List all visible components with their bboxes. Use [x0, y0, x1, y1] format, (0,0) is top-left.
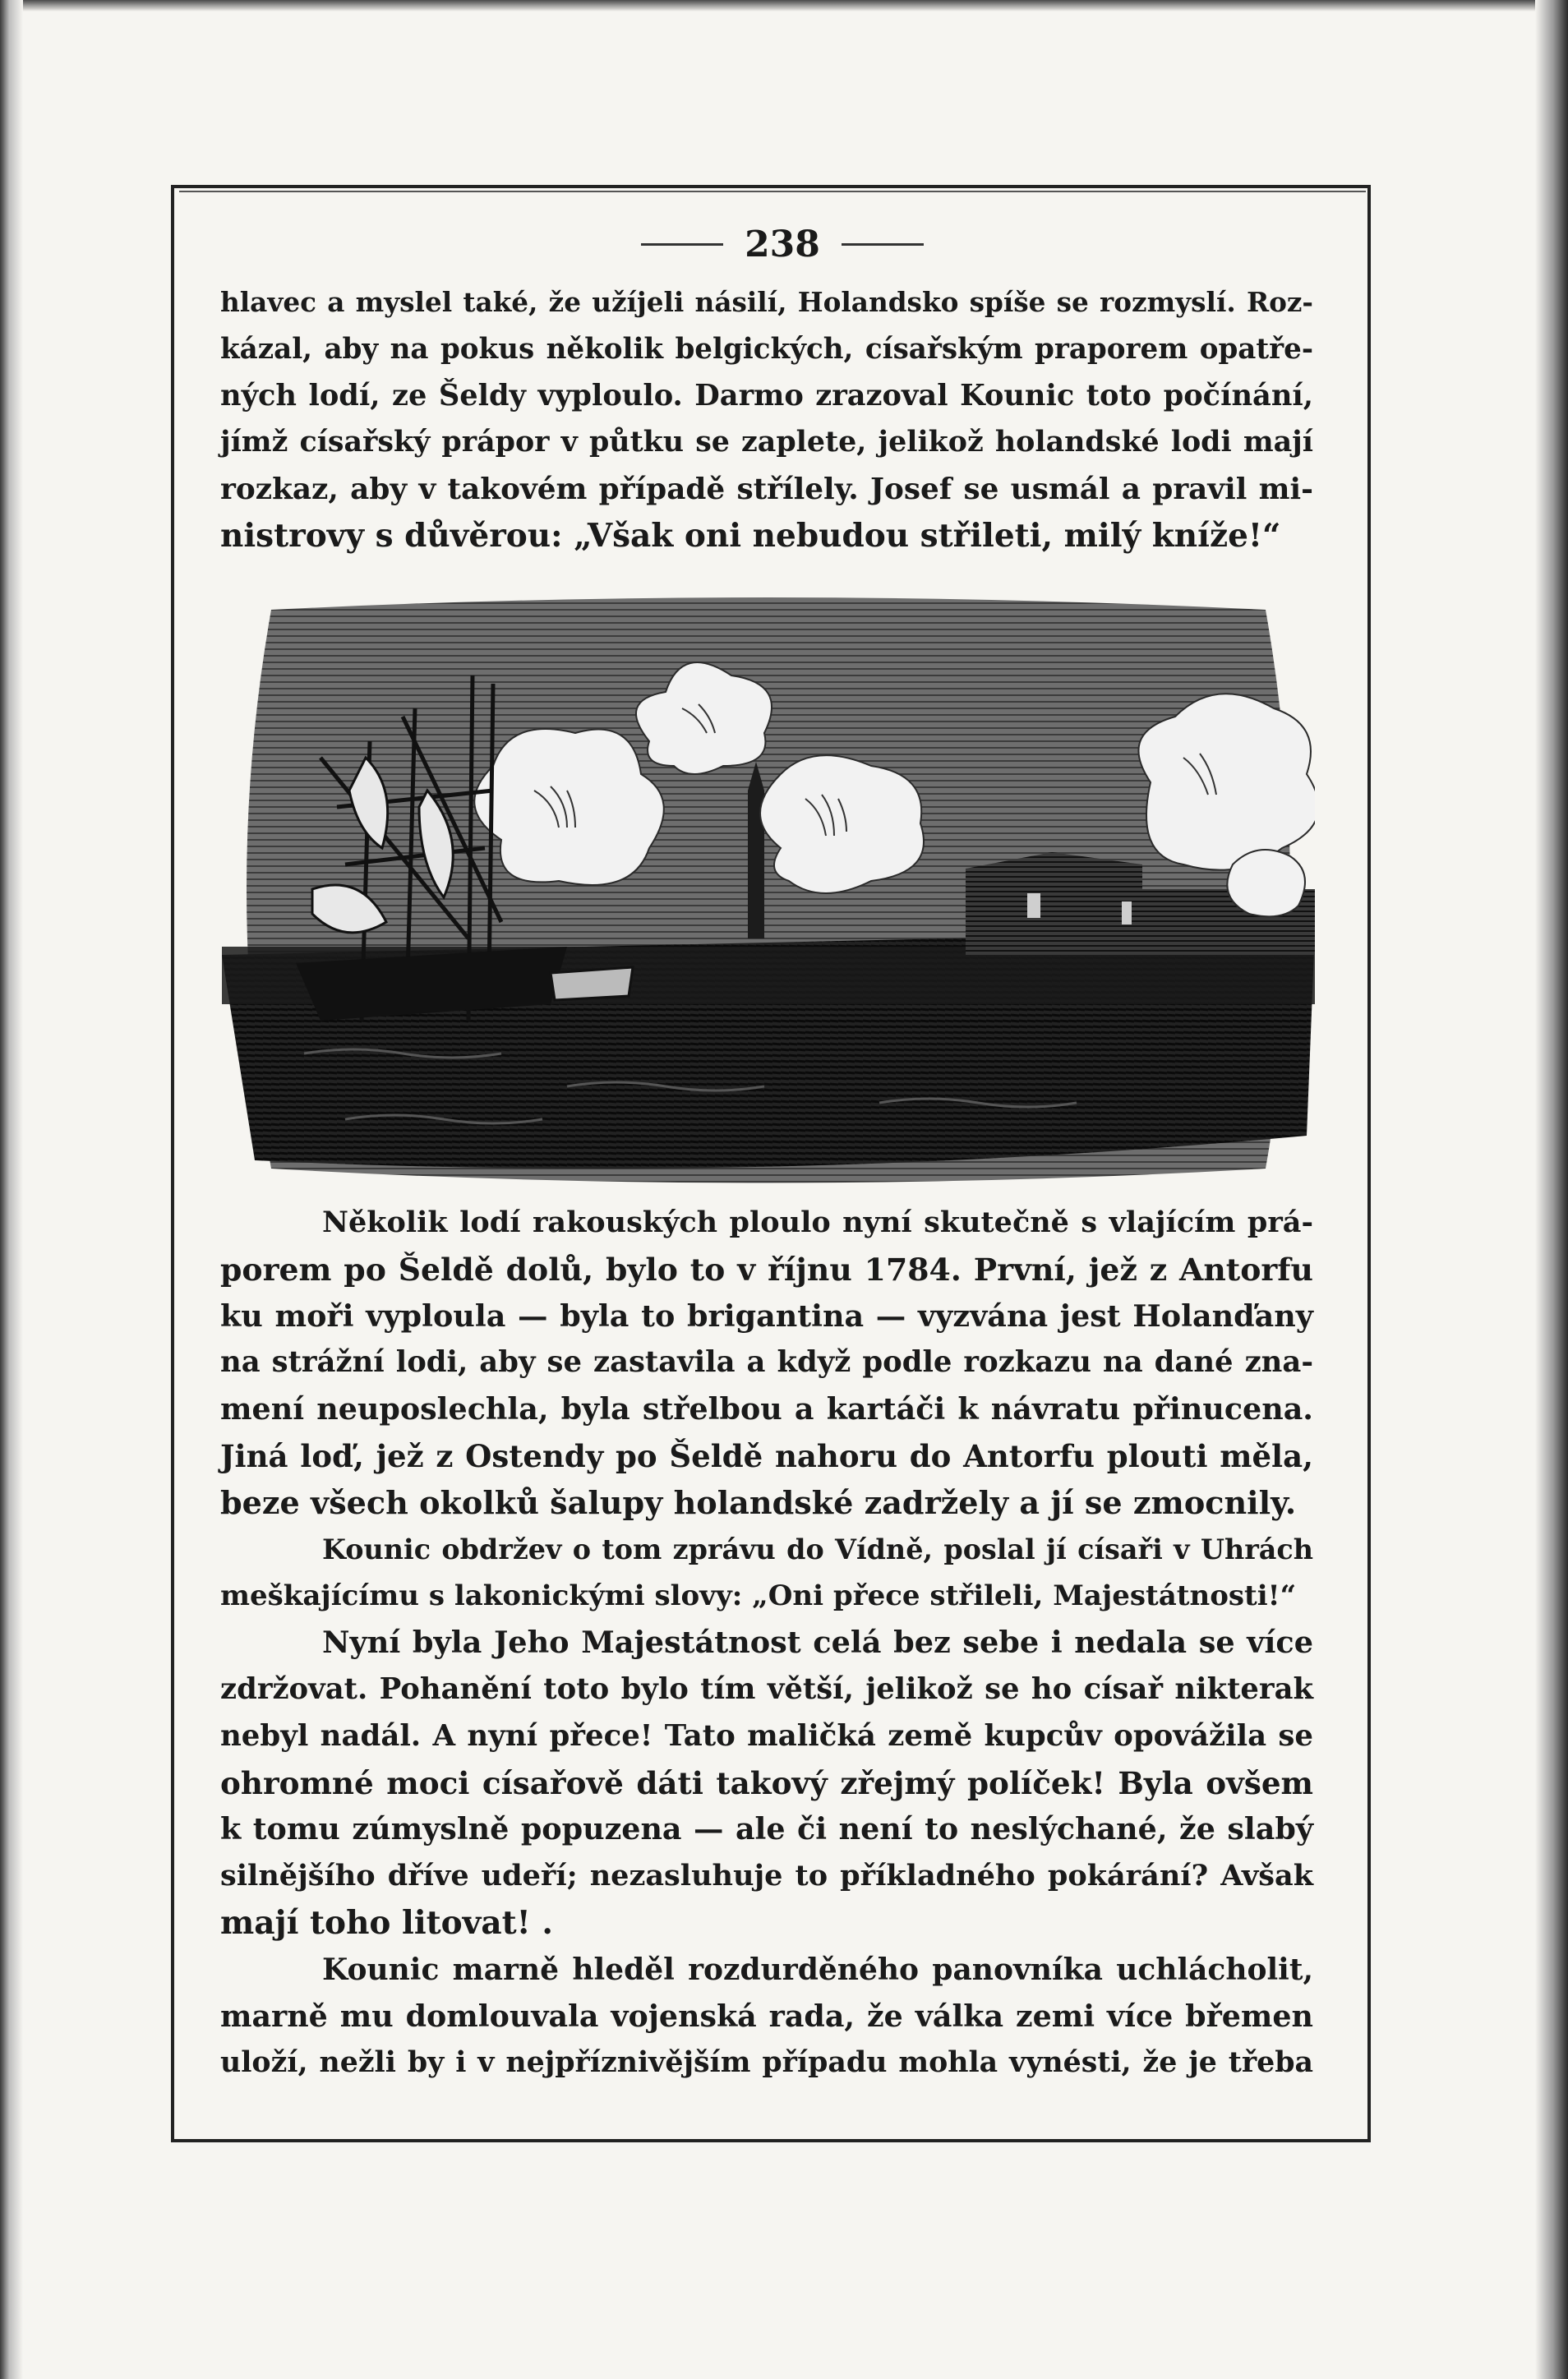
- scan-edge-right: [1535, 0, 1568, 2379]
- text-line: ných lodí, ze Šeldy vyploulo. Darmo zrazoval Kounic toto počínání,: [220, 378, 1313, 413]
- text-line: Nyní byla Jeho Majestátnost celá bez sebe i nedala se více: [322, 1625, 1313, 1661]
- text-line: nistrovy s důvěrou: „Však oni nebudou střileti, milý kníže!“: [220, 516, 1281, 555]
- scan-edge-left: [0, 0, 23, 2379]
- text-line: Kounic obdržev o tom zprávu do Vídně, poslal jí císaři v Uhrách: [322, 1533, 1313, 1565]
- paragraph-bottom: [220, 1200, 1313, 2086]
- text-line: rozkaz, aby v takovém případě střílely. Josef se usmál a pravil mi-: [220, 472, 1313, 507]
- text-line: Několik lodí rakouských ploulo nyní skutečně s vlajícím prá-: [322, 1206, 1313, 1239]
- text-line: kázal, aby na pokus několik belgických, císařským praporem opatře-: [220, 332, 1313, 366]
- text-line: k tomu zúmyslně popuzena — ale či není to neslýchané, že slabý: [220, 1811, 1313, 1847]
- tower: [748, 762, 764, 938]
- text-line: beze všech okolků šalupy holandské zadržely a jí se zmocnily.: [220, 1483, 1297, 1521]
- text-line: meškajícímu s lakonickými slovy: „Oni přece střileli, Majestátnosti!“: [220, 1579, 1297, 1613]
- text-line: mení neuposlechla, byla střelbou a kartáči k návratu přinucena.: [220, 1391, 1313, 1427]
- text-line: na strážní lodi, aby se zastavila a když podle rozkazu na dané zna-: [220, 1345, 1313, 1380]
- engraving-sea-battle: [222, 593, 1315, 1187]
- page-number-text: 238: [745, 223, 820, 265]
- folio-dash-left: [641, 243, 723, 246]
- paragraph-top: [220, 279, 1313, 560]
- text-line: ku moři vyploula — byla to brigantina — vyzvána jest Holanďany: [220, 1298, 1313, 1334]
- text-line: mají toho litovat! .: [220, 1903, 553, 1942]
- text-line: Kounic marně hleděl rozdurděného panovníka uchlácholit,: [322, 1952, 1313, 1987]
- text-line: marně mu domlouvala vojenská rada, že válka zemi více břemen: [220, 1998, 1313, 2034]
- folio-dash-right: [842, 243, 924, 246]
- text-line: silnějšího dříve udeří; nezasluhuje to příkladného pokárání? Avšak: [220, 1859, 1313, 1893]
- text-line: Jiná loď, jež z Ostendy po Šeldě nahoru do Antorfu plouti měla,: [220, 1437, 1313, 1474]
- scan-edge-top: [0, 0, 1568, 12]
- fortress-window: [1027, 893, 1040, 918]
- text-line: jímž císařský prápor v půtku se zaplete, jelikož holandské lodi mají: [220, 425, 1313, 459]
- engraving-svg: [222, 593, 1315, 1187]
- text-line: ohromné moci císařově dáti takový zřejmý políček! Byla ovšem: [220, 1764, 1313, 1801]
- small-boat: [551, 967, 633, 1000]
- text-line: uloží, nežli by i v nejpříznivějším případu mohla vynésti, že je třeba: [220, 2045, 1313, 2080]
- text-line: zdržovat. Pohanění toto bylo tím větší, jelikož se ho císař nikterak: [220, 1671, 1313, 1706]
- fortress-window: [1122, 901, 1132, 924]
- text-line: nebyl nadál. A nyní přece! Tato maličká země kupcův opovážila se: [220, 1718, 1313, 1753]
- page-number: [618, 224, 947, 265]
- text-line: porem po Šeldě dolů, bylo to v říjnu 1784. První, jež z Antorfu: [220, 1251, 1313, 1288]
- text-line: hlavec a myslel také, že užíjeli násilí, Holandsko spíše se rozmyslí. Roz-: [220, 286, 1313, 318]
- frame-inner-rule: [179, 191, 1366, 192]
